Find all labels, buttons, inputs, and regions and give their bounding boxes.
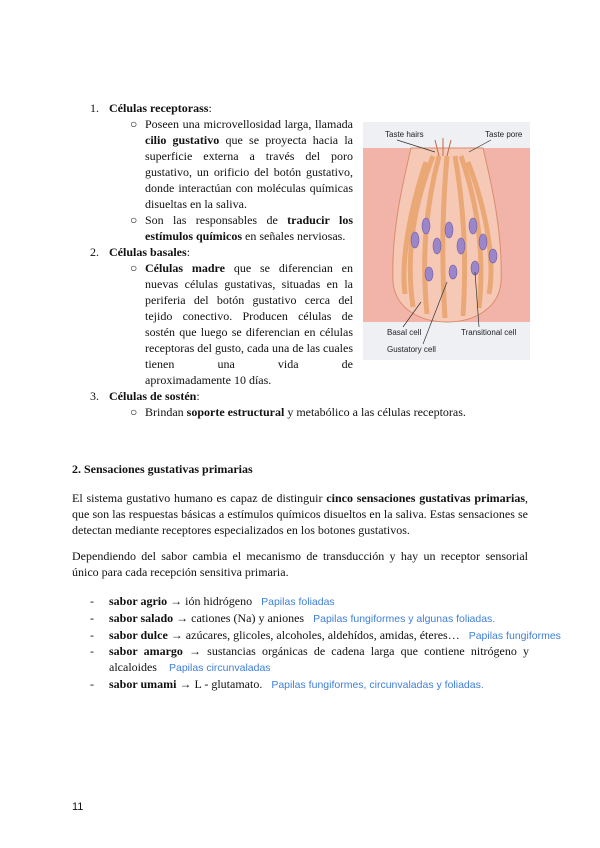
heading-colon: : [208, 101, 212, 115]
taste-bud-illustration [363, 122, 530, 360]
bold-term: soporte estructural [186, 405, 285, 419]
taste-item-amargo-cont [109, 659, 529, 676]
papilla-note: Papilas circunvaladas [168, 662, 271, 674]
arrow: → [182, 644, 208, 658]
papilla-note: Papilas foliadas [261, 596, 335, 608]
text-last-line: aproximadamente 10 días. [145, 373, 272, 387]
list-heading-celulas-receptoras [109, 100, 212, 116]
bullet-circle-icon: ○ [130, 405, 138, 419]
taste-item-dulce [109, 627, 589, 644]
bullet-circle-icon: ○ [130, 213, 138, 227]
list-dash: - [90, 611, 94, 625]
bold-term: Células madre [145, 261, 225, 275]
taste-name: sabor amargo [109, 644, 183, 658]
text-run: Dependiendo del sabor cambia el mecanismo de transducción y hay un receptor sensorial único para cada recepción sensitiva primaria. [72, 549, 528, 579]
taste-name: sabor agrio [109, 594, 168, 608]
bullet-text-traducir [145, 212, 353, 244]
heading-text: Células basales [109, 245, 187, 259]
heading-colon: : [186, 245, 191, 259]
taste-desc: alcaloides [109, 660, 157, 674]
text-run: El sistema gustativo humano es capaz de distinguir [72, 491, 327, 505]
heading-text: Células receptorass [109, 101, 209, 115]
taste-item-umami [109, 676, 529, 693]
taste-bud-figure [363, 122, 530, 360]
bullet-text-soporte [145, 404, 535, 420]
list-dash: - [90, 594, 94, 608]
text-run: , que son las respuestas básicas a estímulos químicos disueltos en la saliva. Estas sensaciones se detectan mediante receptores especializados en los botones gustativos. [72, 491, 528, 537]
heading-colon: : [196, 389, 200, 403]
bullet-circle-icon: ○ [130, 261, 138, 275]
arrow: → [167, 594, 186, 608]
bold-term: cinco sensaciones gustativas primarias [326, 491, 525, 505]
arrow: → [173, 611, 192, 625]
list-dash: - [90, 628, 94, 642]
papilla-note: Papilas fungiformes [468, 630, 561, 642]
taste-desc: sustancias orgánicas de cadena larga que contiene nitrógeno y [207, 644, 529, 658]
label-taste-hairs: Taste hairs [385, 130, 424, 139]
label-transitional-cell: Transitional cell [461, 328, 517, 337]
text-run: Brindan [145, 405, 187, 419]
taste-desc: azúcares, glicoles, alcoholes, aldehídos, amidas, éteres… [185, 628, 460, 642]
arrow: → [176, 677, 195, 691]
label-gustatory-cell: Gustatory cell [387, 345, 436, 354]
text-run: Poseen una microvellosidad larga, llamada [145, 117, 353, 131]
label-basal-cell: Basal cell [387, 328, 422, 337]
taste-name: sabor salado [109, 611, 174, 625]
list-dash: - [90, 644, 94, 658]
list-number-2: 2. [90, 245, 99, 259]
bullet-text-cilio [145, 116, 353, 212]
papilla-note: Papilas fungiformes, circunvaladas y foliadas. [271, 679, 484, 691]
taste-desc: L - glutamato. [194, 677, 263, 691]
section-heading: 2. Sensaciones gustativas primarias [72, 462, 253, 476]
taste-item-salado [109, 610, 529, 627]
bold-term: traducir los estímulos químicos [145, 213, 353, 243]
heading-text: Células de sostén [109, 389, 197, 403]
taste-name: sabor dulce [109, 628, 168, 642]
list-heading-celulas-basales [109, 244, 190, 260]
bullet-circle-icon: ○ [130, 117, 138, 131]
text-run: Son las responsables de [145, 213, 288, 227]
papilla-note: Papilas fungiformes y algunas foliadas. [313, 613, 496, 625]
taste-item-agrio [109, 593, 529, 610]
text-run: en señales nerviosas. [242, 229, 346, 243]
label-taste-pore: Taste pore [485, 130, 523, 139]
taste-desc: ión hidrógeno [185, 594, 253, 608]
taste-item-amargo [109, 643, 529, 659]
bold-term: cilio gustativo [145, 133, 220, 147]
list-number-3: 3. [90, 389, 99, 403]
list-dash: - [90, 677, 94, 691]
list-heading-celulas-sosten [109, 388, 200, 404]
list-number-1: 1. [90, 101, 99, 115]
text-run: y metabólico a las células receptoras. [284, 405, 466, 419]
bullet-text-celulas-madre [145, 260, 353, 388]
taste-desc: cationes (Na) y aniones [191, 611, 305, 625]
taste-name: sabor umami [109, 677, 177, 691]
text-run: que se diferencian en nuevas células gustativas, situadas en la periferia del botón gustativo cerca del tejido conectivo. Producen células de sostén que luego se diferencian en células receptoras del gusto, cada una de las cuales tienen una vida de [145, 261, 353, 371]
arrow: → [167, 628, 186, 642]
paragraph-transduction [72, 548, 528, 580]
paragraph-intro [72, 490, 528, 538]
page-number: 11 [72, 801, 84, 813]
text-run: que se proyecta hacia la superficie externa a través del poro gustativo, un orificio del botón gustativo, donde interactúan con moléculas químicas disueltas en la saliva. [145, 133, 353, 211]
